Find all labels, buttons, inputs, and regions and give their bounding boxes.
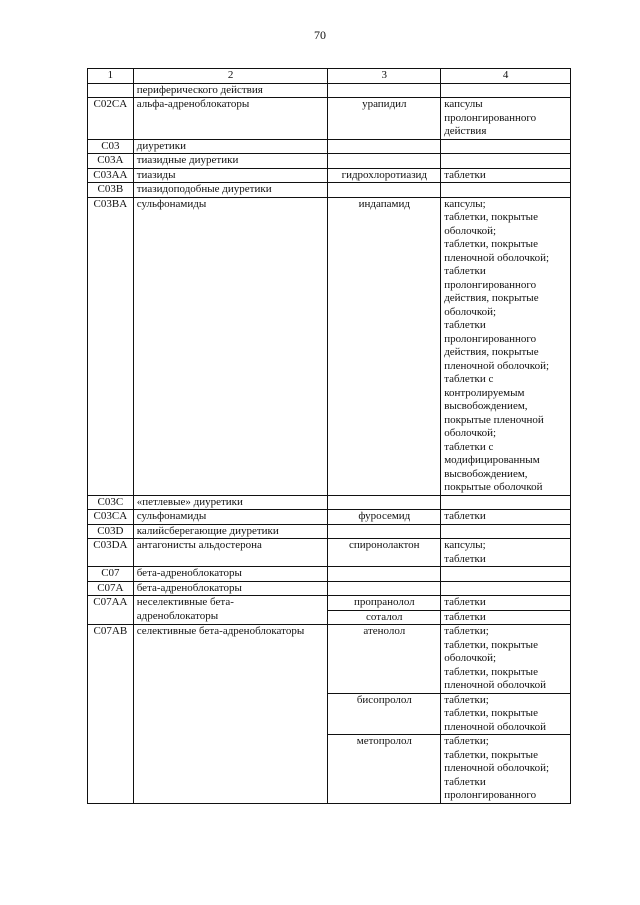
cell-line: капсулы; (444, 539, 486, 551)
header-cell: 1 (88, 69, 134, 84)
drug-name-cell (328, 524, 441, 539)
table-row (88, 197, 571, 495)
atc-code-cell: C03AA (88, 168, 134, 183)
table-row (88, 495, 571, 510)
atc-code-cell: C03B (88, 183, 134, 198)
cell-line: таблетки (444, 610, 486, 623)
table-row (88, 596, 571, 611)
group-name-cell: альфа-адреноблокаторы (133, 98, 328, 140)
cell-line: пленочной оболочкой; (444, 359, 550, 372)
cell-line: таблетки с (444, 440, 494, 453)
cell-line: таблетки с (444, 373, 494, 385)
group-name-cell: тиазиды (133, 168, 328, 183)
atc-code-cell: C03A (88, 154, 134, 169)
cell-line: таблетки; (444, 625, 489, 637)
cell-line: оболочкой; (444, 427, 497, 439)
drug-name-cell: атенолол (328, 625, 441, 694)
cell-line: покрытые пленочной (444, 413, 544, 426)
cell-line: таблетки, покрытые (444, 238, 538, 250)
table-row (88, 510, 571, 525)
dosage-form-cell (441, 510, 571, 525)
drug-name-cell: соталол (328, 610, 441, 625)
dosage-form-cell (441, 495, 571, 510)
cell-line: таблетки (444, 775, 486, 788)
cell-line: таблетки, покрытые (444, 665, 538, 678)
drug-name-cell (328, 510, 441, 525)
page-number: 70 (314, 28, 326, 42)
drug-name-cell (328, 154, 441, 169)
table-row (88, 625, 571, 694)
cell-line: пленочной оболочкой (444, 679, 546, 691)
group-name-cell: сульфонамиды (133, 197, 328, 495)
cell-line: урапидил (362, 98, 407, 110)
cell-line: действия, покрытые (444, 292, 539, 304)
drug-name-cell (328, 83, 441, 98)
table-row (88, 83, 571, 98)
dosage-form-cell (441, 596, 571, 611)
atc-code-cell: C03DA (88, 539, 134, 567)
cell-line: действия, покрытые (444, 346, 539, 358)
atc-code-cell: C02CA (88, 98, 134, 140)
cell-line: пролонгированного (444, 332, 537, 345)
dosage-form-cell (441, 539, 571, 567)
table-row (88, 539, 571, 567)
cell-line: пролонгированного (444, 278, 537, 291)
atc-code-cell: C03CA (88, 510, 134, 525)
dosage-form-cell (441, 610, 571, 625)
drug-name-cell (328, 567, 441, 582)
cell-line: гидрохлоротиазид (341, 168, 428, 181)
atc-code-cell: C07A (88, 581, 134, 596)
cell-line: модифицированным (444, 454, 540, 466)
cell-line: таблетки (444, 168, 486, 181)
table-row (88, 98, 571, 140)
cell-line: пленочной оболочкой; (444, 251, 550, 264)
table-header-row (88, 69, 571, 84)
cell-line: фуросемид (358, 510, 411, 522)
dosage-form-cell (441, 139, 571, 154)
dosage-form-cell (441, 98, 571, 140)
dosage-form-cell (441, 581, 571, 596)
drug-name-cell: пропранолол (328, 596, 441, 611)
dosage-form-cell (441, 154, 571, 169)
cell-line: контролируемым (444, 386, 525, 399)
drug-name-cell (328, 539, 441, 567)
drug-name-cell (328, 139, 441, 154)
dosage-form-cell (441, 693, 571, 735)
group-name-cell: калийсберегающие диуретики (133, 524, 328, 539)
atc-code-cell: C03 (88, 139, 134, 154)
dosage-form-cell (441, 524, 571, 539)
cell-line: оболочкой; (444, 305, 497, 318)
atc-code-cell (88, 83, 134, 98)
dosage-form-cell (441, 567, 571, 582)
group-name-cell (133, 596, 328, 625)
atc-code-cell: C03D (88, 524, 134, 539)
cell-line: пролонгированного (444, 789, 537, 801)
atc-code-cell: C07AB (88, 625, 134, 804)
cell-line: капсулы; (444, 197, 486, 210)
cell-line: неселективные бета- (136, 596, 234, 608)
drug-name-cell (328, 168, 441, 183)
cell-line: адреноблокаторы (136, 609, 219, 622)
drug-name-cell (328, 98, 441, 140)
dosage-form-cell (441, 735, 571, 804)
drug-name-cell: бисопролол (328, 693, 441, 735)
group-name-cell: «петлевые» диуретики (133, 495, 328, 510)
table-row (88, 183, 571, 198)
cell-line: таблетки, покрытые (444, 748, 538, 761)
group-name-cell: диуретики (133, 139, 328, 154)
cell-line: таблетки (444, 552, 486, 565)
drug-table (87, 68, 571, 804)
atc-code-cell: C07 (88, 567, 134, 582)
group-name-cell: тиазидоподобные диуретики (133, 183, 328, 198)
table-row (88, 581, 571, 596)
cell-line: таблетки (444, 265, 486, 277)
group-name-cell: бета-адреноблокаторы (133, 567, 328, 582)
table-row (88, 139, 571, 154)
cell-line: покрытые оболочкой (444, 481, 543, 493)
drug-name-cell: метопролол (328, 735, 441, 804)
cell-line: высвобождением, (444, 467, 528, 480)
table-row (88, 524, 571, 539)
table-row (88, 154, 571, 169)
cell-line: пленочной оболочкой (444, 720, 546, 733)
header-cell: 2 (133, 69, 328, 84)
dosage-form-cell (441, 197, 571, 495)
dosage-form-cell (441, 168, 571, 183)
table-row (88, 168, 571, 183)
atc-code-cell: C07AA (88, 596, 134, 625)
cell-line: индапамид (358, 197, 410, 210)
header-cell: 4 (441, 69, 571, 84)
cell-line: спиронолактон (349, 539, 420, 551)
group-name-cell: антагонисты альдостерона (133, 539, 328, 567)
cell-line: высвобождением, (444, 400, 528, 412)
dosage-form-cell (441, 183, 571, 198)
cell-line: оболочкой; (444, 652, 497, 664)
table-row (88, 567, 571, 582)
cell-line: таблетки (444, 510, 486, 522)
header-cell: 3 (328, 69, 441, 84)
group-name-cell: тиазидные диуретики (133, 154, 328, 169)
group-name-cell: селективные бета-адреноблокаторы (133, 625, 328, 804)
cell-line: таблетки, покрытые (444, 211, 538, 223)
cell-line: пленочной оболочкой; (444, 762, 550, 774)
cell-line: пролонгированного (444, 111, 537, 124)
cell-line: оболочкой; (444, 224, 497, 237)
dosage-form-cell (441, 625, 571, 694)
atc-code-cell: C03BA (88, 197, 134, 495)
cell-line: таблетки, покрытые (444, 707, 538, 719)
cell-line: таблетки; (444, 735, 489, 747)
dosage-form-cell (441, 83, 571, 98)
drug-name-cell (328, 197, 441, 495)
cell-line: таблетки; (444, 693, 489, 706)
drug-name-cell (328, 495, 441, 510)
group-name-cell: сульфонамиды (133, 510, 328, 525)
cell-line: таблетки, покрытые (444, 638, 538, 651)
drug-name-cell (328, 183, 441, 198)
cell-line: таблетки (444, 596, 486, 608)
cell-line: таблетки (444, 319, 486, 331)
table-body (88, 69, 571, 804)
atc-code-cell: C03C (88, 495, 134, 510)
drug-name-cell (328, 581, 441, 596)
cell-line: действия (444, 125, 487, 137)
group-name-cell: бета-адреноблокаторы (133, 581, 328, 596)
group-name-cell: периферического действия (133, 83, 328, 98)
cell-line: капсулы (444, 98, 483, 110)
